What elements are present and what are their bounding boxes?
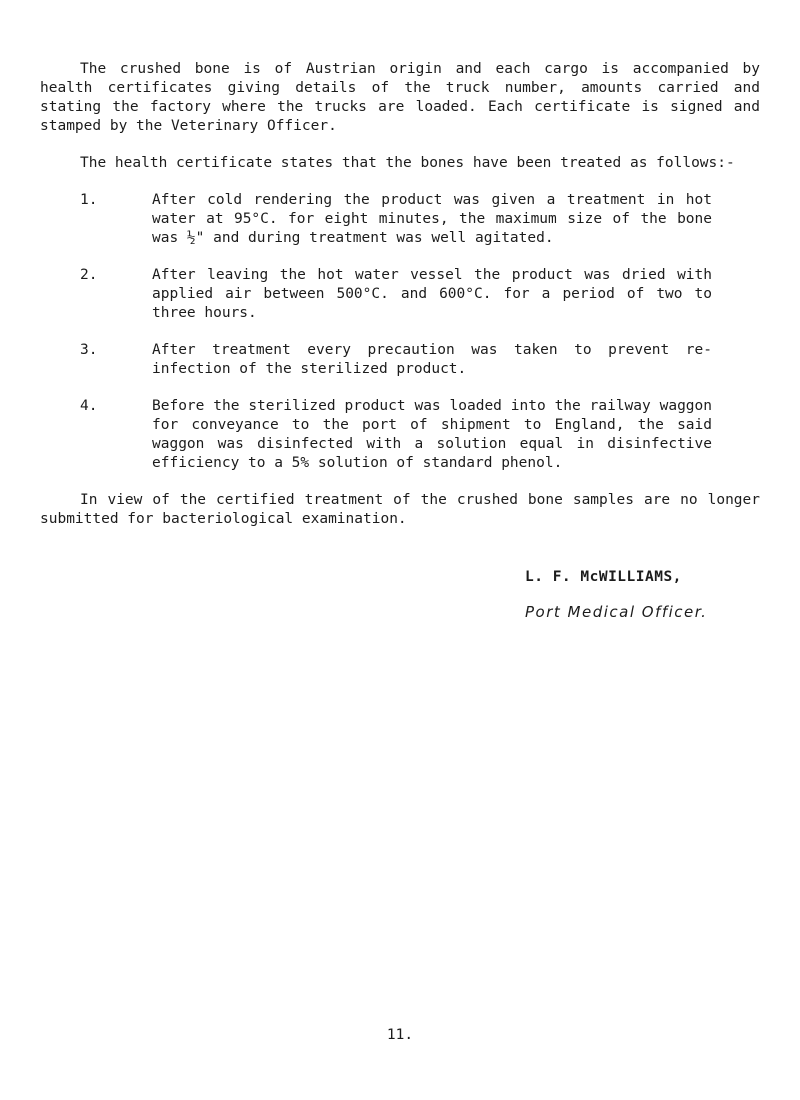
conclusion-paragraph: In view of the certified treatment of the crushed bone samples are no longer submitted for bacteriological examination. xyxy=(40,492,760,527)
list-item xyxy=(40,397,760,473)
item-number: 2. xyxy=(80,267,98,283)
item-number: 1. xyxy=(80,192,98,208)
lead-paragraph: The health certificate states that the bones have been treated as follows:- xyxy=(80,155,735,171)
list-item xyxy=(40,341,760,379)
intro-paragraph: The crushed bone is of Austrian origin and each cargo is accompanied by health certificates giving details of the truck number, amounts carried and stating the factory where the trucks are loaded. Each certificate is signed and stamped by the Veterinary Officer. xyxy=(40,61,760,134)
item-number: 3. xyxy=(80,342,98,358)
item-text: Before the sterilized product was loaded into the railway waggon for conveyance to the port of shipment to England, the said waggon was disinfected with a solution equal in disinfective efficiency to a 5% solution of standard phenol. xyxy=(152,398,712,471)
item-text: After leaving the hot water vessel the product was dried with applied air between 500°C. and 600°C. for a period of two to three hours. xyxy=(152,267,712,321)
list-item xyxy=(40,266,760,323)
item-text: After treatment every precaution was taken to prevent re-infection of the sterilized product. xyxy=(152,342,712,377)
item-text: After cold rendering the product was given a treatment in hot water at 95°C. for eight minutes, the maximum size of the bone was ½" and during treatment was well agitated. xyxy=(152,192,712,246)
list-item xyxy=(40,191,760,248)
page-number: 11. xyxy=(386,1027,414,1043)
signature-block xyxy=(525,568,785,622)
signatory-name: L. F. McWILLIAMS, xyxy=(525,569,682,585)
document-page xyxy=(40,60,760,547)
signatory-title: Port Medical Officer. xyxy=(525,603,708,621)
item-number: 4. xyxy=(80,398,98,414)
treatment-list xyxy=(40,191,760,473)
